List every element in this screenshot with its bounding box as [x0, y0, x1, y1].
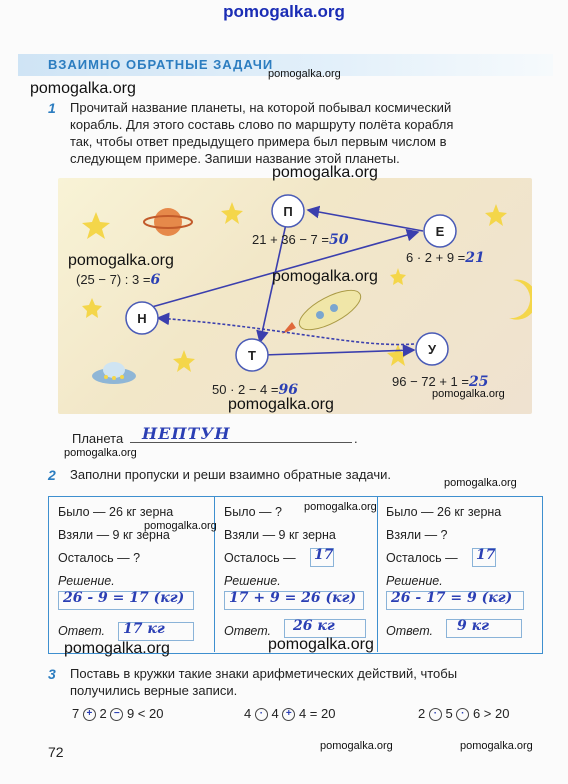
answer-text: 26 кг — [293, 618, 335, 634]
operand: 6 > 20 — [472, 706, 510, 721]
task1-line: Прочитай название планеты, на которой побывал космический — [70, 100, 452, 115]
operand: 2 — [99, 706, 107, 721]
planet-answer: НЕПТУН — [142, 424, 231, 443]
section-title: ВЗАИМНО ОБРАТНЫЕ ЗАДАЧИ — [48, 57, 274, 72]
node-t: Т — [248, 348, 256, 363]
task3-expression-1 — [72, 706, 163, 721]
planet-period: . — [354, 431, 358, 446]
task-number: 3 — [48, 666, 56, 682]
example-e — [406, 250, 485, 266]
column-line-left-label: Осталось — — [224, 551, 296, 565]
node-e: Е — [435, 224, 445, 239]
left-fill-field[interactable] — [472, 548, 496, 567]
watermark: pomogalka.org — [144, 520, 217, 532]
operand: 7 — [72, 706, 80, 721]
watermark: pomogalka.org — [64, 640, 170, 657]
task3-line: Поставь в кружки такие знаки арифметических действий, чтобы — [70, 666, 458, 681]
solution-text: 26 - 17 = 9 (кг) — [391, 590, 513, 606]
example-u-expr: 96 − 72 + 1 = — [392, 374, 469, 389]
watermark: pomogalka.org — [228, 396, 334, 413]
task2-column-3 — [386, 505, 536, 640]
task1-line: корабль. Для этого составь слово по маршруту полёта корабля — [70, 117, 454, 132]
operator-circle[interactable]: + — [282, 708, 295, 721]
watermark: pomogalka.org — [272, 164, 378, 181]
task-number: 1 — [48, 100, 56, 116]
example-u-answer: 25 — [468, 374, 489, 390]
watermark: pomogalka.org — [272, 268, 378, 285]
example-t-answer: 96 — [278, 382, 298, 398]
example-p-expr: 21 + 36 − 7 = — [252, 232, 329, 247]
operand: 4 — [271, 706, 279, 721]
example-n-expr: (25 − 7) : 3 = — [76, 272, 151, 287]
solution-label: Решение. — [386, 574, 443, 588]
node-u: У — [427, 342, 437, 357]
column-line-left: Осталось — ? — [58, 551, 141, 565]
operator-circle[interactable]: − — [110, 708, 123, 721]
answer-label: Ответ. — [224, 624, 271, 638]
solution-text: 26 - 9 = 17 (кг) — [63, 590, 185, 606]
watermark: pomogalka.org — [30, 80, 136, 97]
task2-text: Заполни пропуски и реши взаимно обратные задачи. — [70, 467, 392, 482]
column-line-taken: Взяли — 9 кг зерна — [58, 528, 170, 542]
example-t-expr: 50 · 2 − 4 = — [212, 382, 279, 397]
operator-circle[interactable]: + — [83, 708, 96, 721]
solution-label: Решение. — [58, 574, 115, 588]
example-p-answer: 50 — [328, 232, 349, 248]
page-number: 72 — [48, 744, 64, 760]
column-line-given: Было — 26 кг зерна — [58, 505, 174, 519]
watermark: pomogalka.org — [268, 636, 374, 653]
watermark: pomogalka.org — [460, 740, 533, 752]
task3-expression-2 — [244, 706, 335, 721]
solution-field[interactable] — [58, 591, 194, 610]
operand: 2 — [418, 706, 426, 721]
solution-field[interactable] — [386, 591, 524, 610]
watermark: pomogalka.org — [320, 740, 393, 752]
saturn-planet-decoration — [144, 208, 192, 236]
left-fill-text: 17 — [476, 547, 496, 563]
task1-line: следующем примере. Запиши название этой планеты. — [70, 151, 400, 166]
operator-circle[interactable]: · — [456, 708, 469, 721]
column-line-taken: Взяли — ? — [386, 528, 448, 542]
operand: 5 — [445, 706, 453, 721]
operand: 4 — [244, 706, 252, 721]
watermark: pomogalka.org — [304, 501, 377, 513]
answer-row — [386, 618, 536, 640]
solution-label: Решение. — [224, 574, 281, 588]
example-e-expr: 6 · 2 + 9 = — [406, 250, 466, 265]
operand: 4 = 20 — [298, 706, 336, 721]
task3-line: получились верные записи. — [70, 683, 238, 698]
answer-text: 9 кг — [457, 618, 489, 634]
watermark: pomogalka.org — [268, 68, 341, 80]
watermark: pomogalka.org — [432, 388, 505, 400]
rocket-decoration — [282, 283, 366, 338]
example-n-answer: 6 — [150, 272, 161, 288]
example-n — [76, 272, 160, 288]
operator-circle[interactable]: · — [429, 708, 442, 721]
task3-expression-3 — [418, 706, 509, 721]
solution-text: 17 + 9 = 26 (кг) — [229, 590, 357, 606]
column-line-given: Было — ? — [224, 505, 282, 519]
column-line-left — [386, 547, 536, 574]
left-fill-field[interactable] — [310, 548, 334, 567]
watermark: pomogalka.org — [444, 477, 517, 489]
example-p — [252, 232, 348, 248]
planet-answer-field[interactable] — [130, 426, 352, 443]
solution-field[interactable] — [224, 591, 364, 610]
table-divider — [377, 496, 378, 652]
watermark: pomogalka.org — [68, 252, 174, 269]
example-e-answer: 21 — [465, 250, 485, 266]
column-line-left — [224, 547, 374, 574]
task3-text — [70, 665, 540, 699]
top-watermark: pomogalka.org — [223, 2, 345, 21]
answer-label: Ответ. — [386, 624, 433, 638]
node-n: Н — [137, 311, 147, 326]
answer-field[interactable] — [118, 622, 194, 641]
task-number: 2 — [48, 467, 56, 483]
planet-label: Планета — [72, 431, 124, 446]
operator-circle[interactable]: · — [255, 708, 268, 721]
column-line-taken: Взяли — 9 кг зерна — [224, 528, 336, 542]
task2-column-2 — [224, 505, 374, 640]
node-p: П — [283, 204, 293, 219]
ufo-decoration — [92, 362, 136, 384]
watermark: pomogalka.org — [64, 447, 137, 459]
moon-decoration — [509, 280, 532, 320]
answer-field[interactable] — [446, 619, 522, 638]
task1-line: так, чтобы ответ предыдущего примера был первым числом в — [70, 134, 447, 149]
column-line-given: Было — 26 кг зерна — [386, 505, 502, 519]
answer-text: 17 кг — [123, 621, 165, 637]
operand: 9 < 20 — [126, 706, 164, 721]
answer-row — [58, 622, 208, 640]
left-fill-text: 17 — [314, 547, 334, 563]
answer-label: Ответ. — [58, 624, 105, 638]
column-line-left-label: Осталось — — [386, 551, 458, 565]
task1-text — [70, 99, 540, 167]
